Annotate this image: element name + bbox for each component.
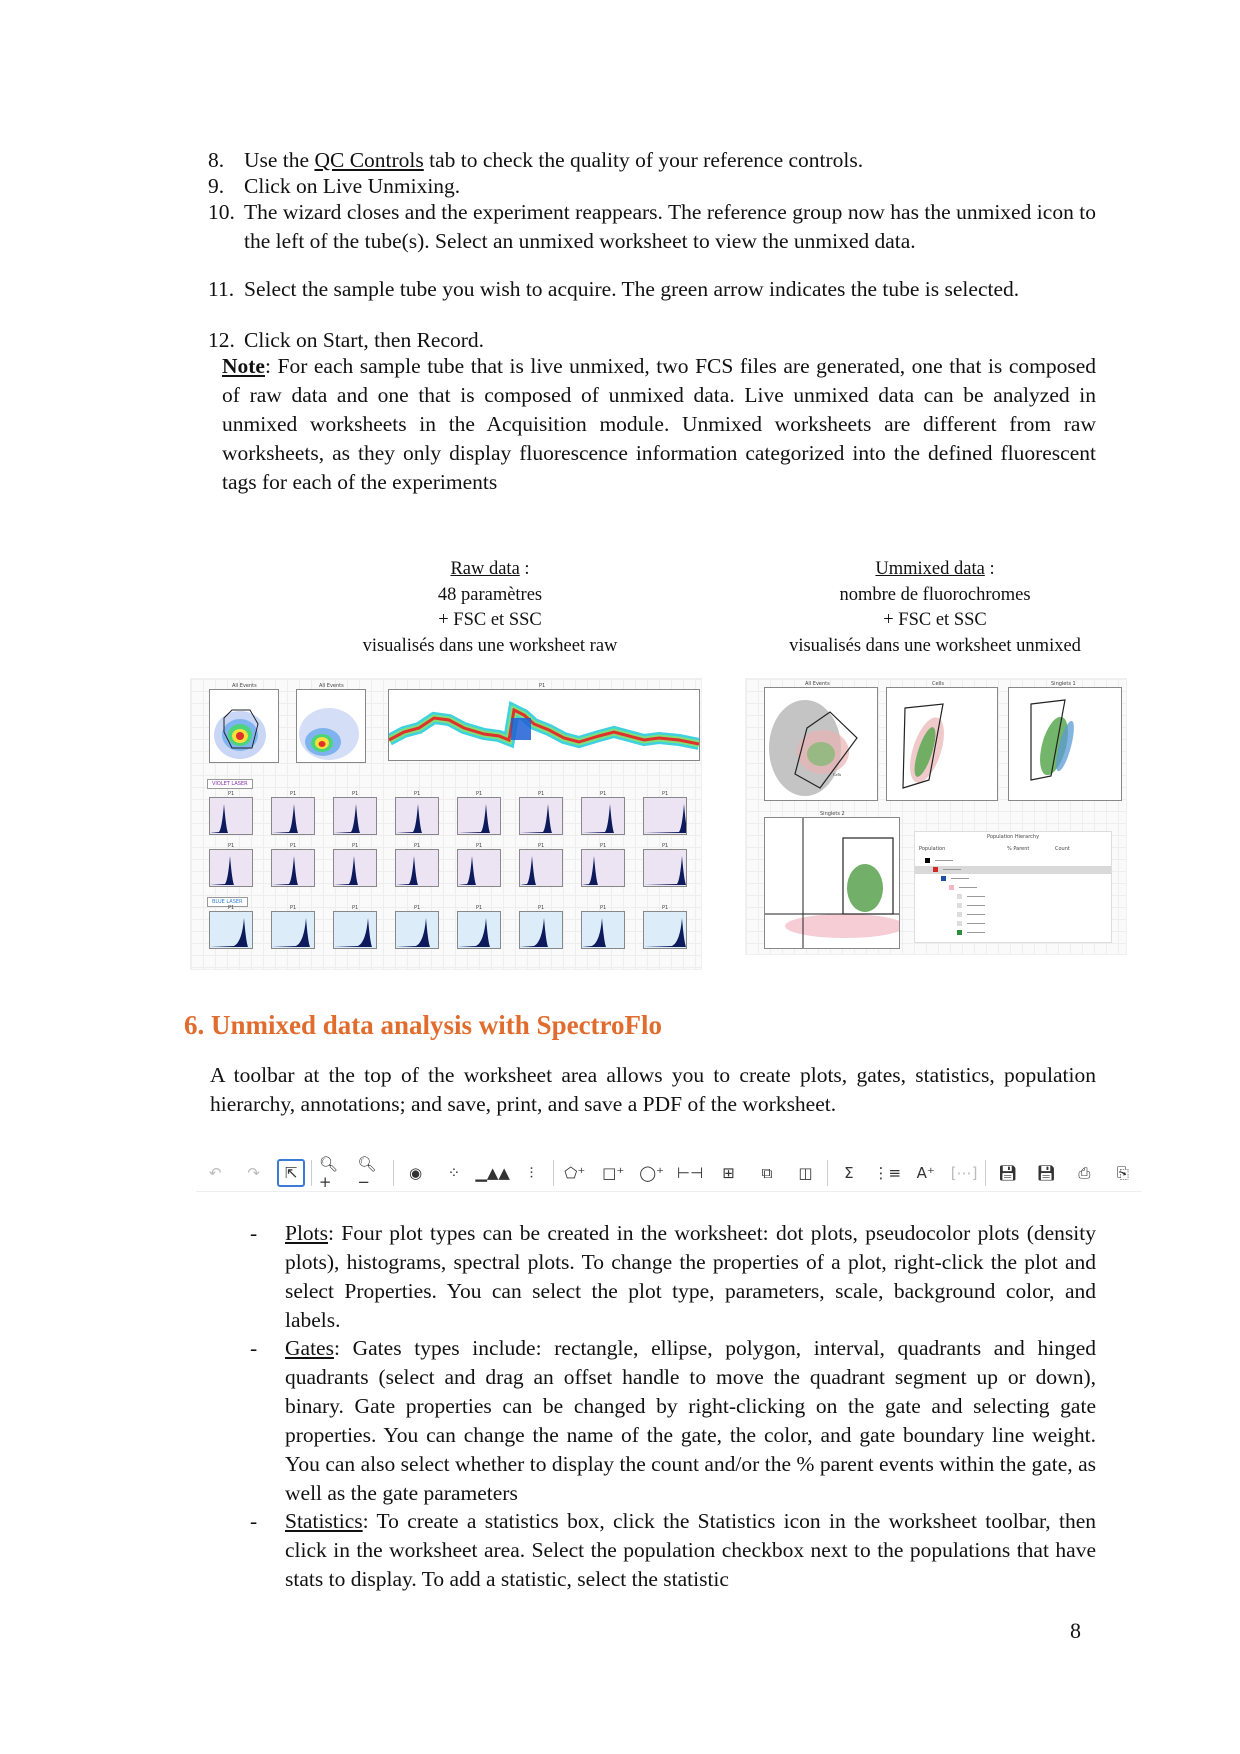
histogram-plot: P1 xyxy=(643,797,687,835)
quadrant-gate-button[interactable] xyxy=(714,1158,743,1188)
bullet-statistics: - Statistics: To create a statistics box, click the Statistics icon in the worksheet toolbar, then click in the worksheet area. Select the population checkbox next to the populations that have stats to display. To add a statistic, select the statistic xyxy=(250,1509,1096,1591)
histogram-peak-graphic xyxy=(210,912,252,948)
dot-plot-graphic xyxy=(1009,688,1121,800)
redo-icon: ↷ xyxy=(247,1164,260,1182)
histogram-peak-graphic xyxy=(582,798,624,834)
population-color-swatch xyxy=(949,885,954,890)
spectral-plot-icon: ⫶ xyxy=(529,1164,534,1182)
statistics-button[interactable] xyxy=(834,1158,863,1188)
pdf-icon: ⎘ xyxy=(1116,1164,1129,1182)
histogram-peak-graphic xyxy=(520,798,562,834)
polygon-gate-button[interactable] xyxy=(560,1158,589,1188)
polygon-gate-icon: ⬠⁺ xyxy=(564,1164,586,1182)
population-row[interactable] xyxy=(935,860,953,861)
quadrant-gate-icon: ⊞ xyxy=(722,1164,735,1182)
population-row[interactable] xyxy=(951,878,969,879)
matrix-icon: [⋯] xyxy=(950,1164,978,1182)
redo-button[interactable] xyxy=(239,1158,268,1188)
histogram-peak-graphic xyxy=(334,912,376,948)
ellipse-gate-button[interactable] xyxy=(637,1158,666,1188)
histogram-plot: P1 xyxy=(333,911,377,949)
annotation-text-icon: A⁺ xyxy=(916,1164,935,1182)
histogram-peak-graphic xyxy=(644,912,686,948)
histogram-plot: P1 xyxy=(581,849,625,887)
step-12: 12. Click on Start, then Record. xyxy=(208,328,485,352)
toolbar-separator xyxy=(985,1160,986,1186)
histogram-plot: P1 xyxy=(457,849,501,887)
singlets1-dot-plot: Singlets 1 xyxy=(1008,687,1122,801)
save-as-icon: 💾︎ xyxy=(1036,1164,1056,1182)
hinged-quadrant-gate-button[interactable] xyxy=(752,1158,781,1188)
histogram-peak-graphic xyxy=(582,850,624,886)
histogram-plot: P1 xyxy=(271,911,315,949)
histogram-icon: ▁▲▲ xyxy=(475,1164,510,1182)
save-icon: 💾︎ xyxy=(998,1164,1018,1182)
undo-icon: ↶ xyxy=(208,1164,222,1182)
population-color-swatch xyxy=(941,876,946,881)
zoom-out-icon: 🔍︎− xyxy=(357,1155,377,1191)
raw-data-caption: Raw data : 48 paramètres + FSC et SSC visualisés dans une worksheet raw xyxy=(362,559,618,656)
dot-plot-button[interactable] xyxy=(439,1158,468,1188)
histogram-button[interactable] xyxy=(475,1158,510,1188)
zoom-in-button[interactable] xyxy=(318,1155,348,1191)
histogram-plot: P1 xyxy=(209,849,253,887)
population-hierarchy-panel: Population Hierarchy Population % Parent Count xyxy=(914,831,1112,943)
population-row[interactable] xyxy=(943,869,961,870)
histogram-plot: P1 xyxy=(333,797,377,835)
population-hierarchy-button[interactable] xyxy=(873,1158,902,1188)
histogram-peak-graphic xyxy=(210,850,252,886)
cells-dot-plot: Cells xyxy=(886,687,998,801)
step-8: 8. Use the QC Controls tab to check the quality of your reference controls. xyxy=(208,148,864,172)
population-color-swatch xyxy=(957,912,962,917)
matrix-button[interactable] xyxy=(949,1158,978,1188)
pdf-button[interactable] xyxy=(1108,1158,1137,1188)
fsc-ssc-pseudocolor-plot: All Events xyxy=(209,689,279,763)
histogram-peak-graphic xyxy=(396,798,438,834)
histogram-plot: P1 xyxy=(581,911,625,949)
annotation-text-button[interactable] xyxy=(911,1158,940,1188)
histogram-plot: P1 xyxy=(519,797,563,835)
population-hierarchy-icon: ⋮≡ xyxy=(873,1164,902,1182)
violet-laser-label: VIOLET LASER xyxy=(207,779,253,789)
histogram-plot: P1 xyxy=(395,797,439,835)
histogram-plot: P1 xyxy=(519,849,563,887)
histogram-peak-graphic xyxy=(644,850,686,886)
step-9: 9. Click on Live Unmixing. xyxy=(208,174,461,198)
histogram-plot: P1 xyxy=(457,911,501,949)
dot-plot-graphic xyxy=(765,688,877,800)
histogram-peak-graphic xyxy=(582,912,624,948)
population-row[interactable] xyxy=(967,896,985,897)
undo-button[interactable] xyxy=(201,1158,230,1188)
hinged-quadrant-gate-icon: ⧉ xyxy=(761,1164,773,1182)
histogram-peak-graphic xyxy=(334,850,376,886)
note-paragraph: Note: For each sample tube that is live unmixed, two FCS files are generated, one that is composed of raw data and one that is composed of unmixed data. Live unmixed data can be analyzed in unmixed worksheets in the Acquisition module. Unmixed worksheets are different from raw worksheets, as they only display fluorescence information categorized into the defined fluorescent tags for each of the experiments xyxy=(222,354,1096,494)
save-button[interactable] xyxy=(993,1158,1022,1188)
population-color-swatch xyxy=(957,930,962,935)
histogram-peak-graphic xyxy=(644,798,686,834)
note-label: Note xyxy=(222,354,265,378)
spectral-plot: P1 xyxy=(388,689,700,761)
population-color-swatch xyxy=(933,867,938,872)
bullet-plots: - Plots: Four plot types can be created in the worksheet: dot plots, pseudocolor plots (density plots), histograms, spectral plots. To change the properties of a plot, right-click the plot and select Properties. You can select the plot type, parameters, scale, background color, and labels. xyxy=(250,1221,1096,1332)
dot-plot-graphic xyxy=(887,688,997,800)
binary-gate-button[interactable] xyxy=(791,1158,820,1188)
histogram-plot: P1 xyxy=(209,797,253,835)
raw-worksheet-figure xyxy=(190,678,702,970)
rectangle-gate-button[interactable] xyxy=(599,1158,628,1188)
unmixed-worksheet-figure xyxy=(745,678,1127,955)
population-row[interactable] xyxy=(967,914,985,915)
population-row[interactable] xyxy=(959,887,977,888)
pseudocolor-plot-icon: ◉ xyxy=(408,1164,423,1182)
histogram-plot: P1 xyxy=(643,849,687,887)
histogram-peak-graphic xyxy=(520,850,562,886)
step-11: 11. Select the sample tube you wish to acquire. The green arrow indicates the tube is selected. xyxy=(208,277,1020,301)
pseudocolor-plot-button[interactable] xyxy=(401,1158,430,1188)
histogram-peak-graphic xyxy=(520,912,562,948)
histogram-peak-graphic xyxy=(272,912,314,948)
section-heading: 6. Unmixed data analysis with SpectroFlo xyxy=(184,1010,663,1040)
histogram-peak-graphic xyxy=(334,798,376,834)
toolbar-separator xyxy=(311,1160,312,1186)
histogram-plot: P1 xyxy=(271,849,315,887)
zoom-in-icon: 🔍︎+ xyxy=(318,1155,338,1191)
zoom-out-button[interactable] xyxy=(357,1155,386,1191)
histogram-plot: P1 xyxy=(333,849,377,887)
histogram-plot: P1 xyxy=(209,911,253,949)
spectral-plot-button[interactable] xyxy=(517,1158,546,1188)
quadrant-plot-graphic xyxy=(765,818,899,948)
histogram-peak-graphic xyxy=(458,798,500,834)
dot-plot-icon: ⁘ xyxy=(447,1164,461,1182)
histogram-plot: P1 xyxy=(395,911,439,949)
blue-laser-label: BLUE LASER xyxy=(207,897,248,907)
histogram-peak-graphic xyxy=(458,850,500,886)
histogram-peak-graphic xyxy=(210,798,252,834)
select-pointer-button[interactable] xyxy=(277,1159,305,1187)
population-row[interactable] xyxy=(967,905,985,906)
histogram-plot: P1 xyxy=(395,849,439,887)
all-events-dot-plot: All Events Cells xyxy=(764,687,878,801)
toolbar-separator xyxy=(553,1160,554,1186)
svg-text:Cells: Cells xyxy=(833,772,842,777)
toolbar-separator xyxy=(393,1160,394,1186)
pseudocolor-density-graphic xyxy=(297,690,365,762)
histogram-peak-graphic xyxy=(272,798,314,834)
histogram-peak-graphic xyxy=(396,850,438,886)
save-as-button[interactable] xyxy=(1031,1158,1060,1188)
print-button[interactable] xyxy=(1070,1158,1099,1188)
population-row[interactable] xyxy=(967,923,985,924)
step-10: 10. The wizard closes and the experiment reappears. The reference group now has the unmixed icon to the left of the tube(s). Select an unmixed worksheet to view the unmixed data. xyxy=(208,200,1096,253)
histogram-peak-graphic xyxy=(396,912,438,948)
histogram-peak-graphic xyxy=(458,912,500,948)
ellipse-gate-icon: ◯⁺ xyxy=(639,1164,665,1182)
selected-row-highlight xyxy=(915,866,1111,874)
worksheet-toolbar xyxy=(196,1155,1142,1192)
section-intro: A toolbar at the top of the worksheet area allows you to create plots, gates, statistics, population hierarchy, annotations; and save, print, and save a PDF of the worksheet. xyxy=(210,1063,1096,1116)
population-row[interactable] xyxy=(967,932,985,933)
singlets2-quadrant-plot: Singlets 2 xyxy=(764,817,900,949)
population-color-swatch xyxy=(957,894,962,899)
bullet-gates: - Gates: Gates types include: rectangle, ellipse, polygon, interval, quadrants and hinged quadrants (select and drag an offset handle to move the quadrant segment up or down), binary. Gate properties can be changed by right-clicking on the gate and selecting gate properties. You can change the name of the gate, the color, and gate boundary line weight. You can also select whether to display the count and/or the % parent events within the gate, as well as the gate parameters xyxy=(250,1336,1096,1505)
rectangle-gate-icon: □⁺ xyxy=(602,1164,625,1182)
histogram-plot: P1 xyxy=(581,797,625,835)
unmixed-data-caption: Ummixed data : nombre de fluorochromes + FSC et SSC visualisés dans une worksheet unmixed xyxy=(789,559,1081,656)
histogram-plot: P1 xyxy=(643,911,687,949)
spectral-ribbon-graphic xyxy=(389,690,699,760)
statistics-icon: Σ xyxy=(844,1164,854,1182)
interval-gate-button[interactable] xyxy=(675,1158,704,1188)
print-icon: ⎙ xyxy=(1078,1164,1091,1182)
pseudocolor-density-graphic xyxy=(210,690,278,762)
histogram-peak-graphic xyxy=(272,850,314,886)
interval-gate-icon: ⊢⊣ xyxy=(677,1164,704,1182)
histogram-plot: P1 xyxy=(457,797,501,835)
histogram-plot: P1 xyxy=(519,911,563,949)
population-color-swatch xyxy=(957,903,962,908)
binary-gate-icon: ◫ xyxy=(798,1164,813,1182)
fsc-fsch-pseudocolor-plot: All Events xyxy=(296,689,366,763)
population-color-swatch xyxy=(925,858,930,863)
qc-controls-link[interactable]: QC Controls xyxy=(314,148,424,172)
toolbar-separator xyxy=(827,1160,828,1186)
population-color-swatch xyxy=(957,921,962,926)
histogram-plot: P1 xyxy=(271,797,315,835)
select-pointer-icon: ⇱ xyxy=(284,1164,298,1182)
page-number: 8 xyxy=(1070,1618,1081,1643)
